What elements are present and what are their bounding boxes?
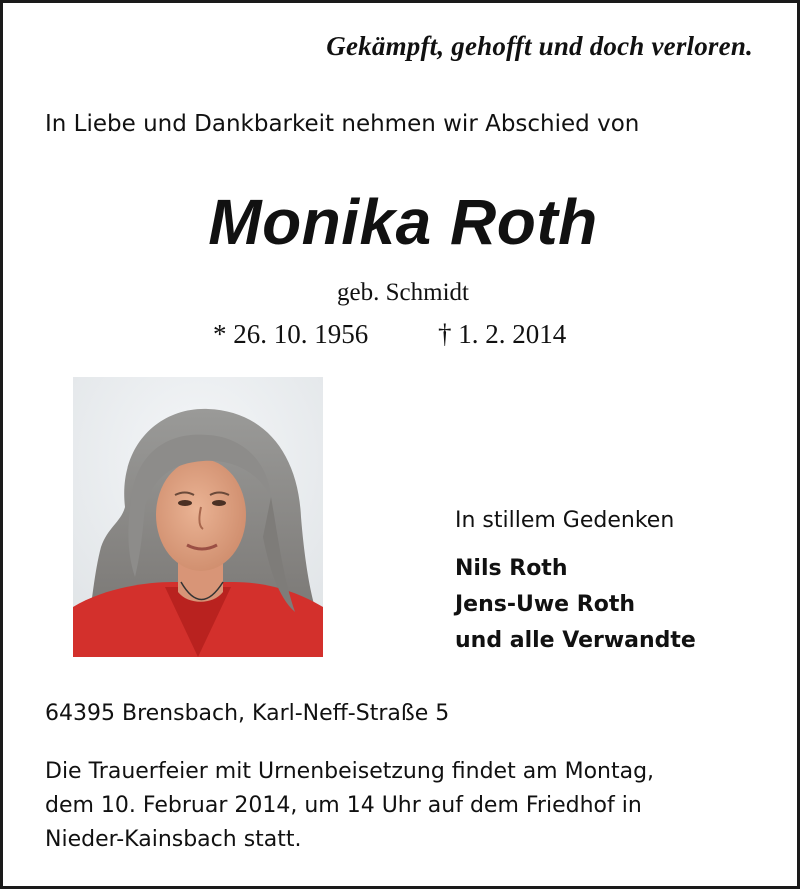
ceremony-line: Nieder-Kainsbach statt. bbox=[45, 827, 302, 852]
memory-heading: In stillem Gedenken bbox=[455, 508, 675, 533]
intro-text: In Liebe und Dankbarkeit nehmen wir Abschied von bbox=[45, 111, 640, 137]
death-date: † 1. 2. 2014 bbox=[438, 319, 567, 349]
mourner: Nils Roth bbox=[455, 556, 568, 581]
address: 64395 Brensbach, Karl-Neff-Straße 5 bbox=[45, 701, 450, 726]
mourner: und alle Verwandte bbox=[455, 628, 696, 653]
motto: Gekämpft, gehofft und doch verloren. bbox=[326, 31, 753, 61]
ceremony-line: dem 10. Februar 2014, um 14 Uhr auf dem Friedhof in bbox=[45, 793, 642, 818]
deceased-name: Monika Roth bbox=[208, 186, 598, 258]
birth-date: * 26. 10. 1956 bbox=[213, 319, 369, 349]
portrait-photo bbox=[73, 377, 323, 657]
mourners-list bbox=[455, 551, 696, 659]
ceremony-details bbox=[45, 755, 775, 857]
mourner: Jens-Uwe Roth bbox=[455, 592, 635, 617]
born-name: geb. Schmidt bbox=[337, 279, 469, 306]
ceremony-line: Die Trauerfeier mit Urnenbeisetzung findet am Montag, bbox=[45, 759, 655, 784]
